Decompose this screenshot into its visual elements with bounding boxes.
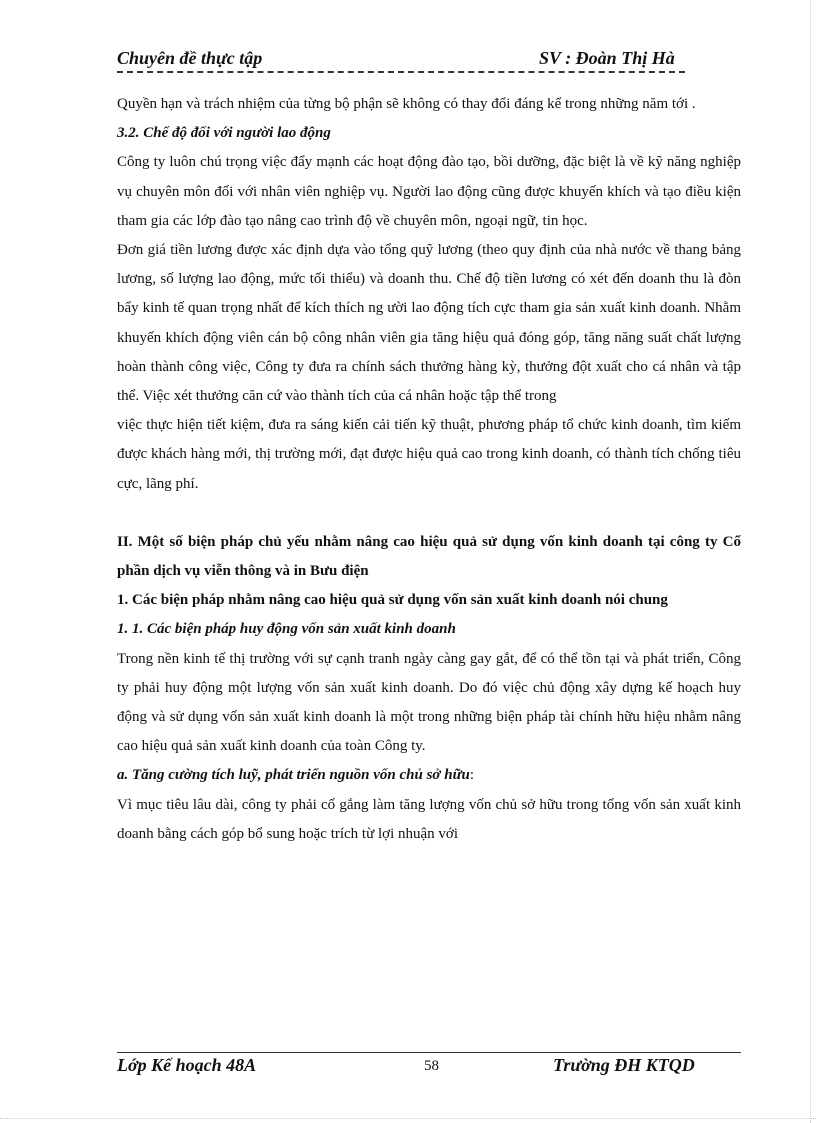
heading-a-line [117, 761, 741, 790]
paragraph-5: Trong nền kinh tế thị trường với sự cạnh tranh ngày càng gay gắt, để có thể tồn tại và phát triển, Công ty phải huy động một lượng vốn sản xuất kinh doanh. Do đó việc chủ động xây dựng kế hoạch huy động và sử dụng vốn sản xuất kinh doanh là một trong những biện pháp tài chính hữu hiệu nhằm nâng cao hiệu quả sản xuất kinh doanh của toàn Công ty. [117, 650, 741, 755]
heading-II: II. Một số biện pháp chủ yếu nhằm nâng cao hiệu quả sử dụng vốn kinh doanh tại công ty Cổ phần dịch vụ viễn thông và in Bưu điện [117, 533, 741, 580]
page-edge-right [810, 0, 811, 1123]
paragraph-6: Vì mục tiêu lâu dài, công ty phải cố gắng làm tăng lượng vốn chủ sở hữu trong tổng vốn sản xuất kinh doanh bằng cách góp bổ sung hoặc trích từ lợi nhuận với [117, 796, 741, 842]
paragraph-2: Công ty luôn chú trọng việc đẩy mạnh các hoạt động đào tạo, bồi dưỡng, đặc biệt là về kỹ năng nghiệp vụ chuyên môn đối với nhân viên nghiệp vụ. Người lao động cũng được khuyến khích và tạo điều kiện tham gia các lớp đào tạo nâng cao trình độ về chuyên môn, ngoại ngữ, tin học. [117, 154, 741, 229]
heading-1: 1. Các biện pháp nhằm nâng cao hiệu quả sử dụng vốn sản xuất kinh doanh nói chung [117, 592, 668, 609]
footer-divider [117, 1052, 741, 1053]
page-number: 58 [424, 1058, 439, 1074]
blank-line [117, 499, 741, 528]
header-divider [117, 71, 685, 73]
heading-1-1: 1. 1. Các biện pháp huy động vốn sản xuất kinh doanh [117, 621, 456, 638]
page-edge-bottom [0, 1118, 816, 1119]
paragraph-3: Đơn giá tiền lương được xác định dựa vào tổng quỹ lương (theo quy định của nhà nước về thang bảng lương, số lượng lao động, mức tối thiểu) và doanh thu. Chế độ tiền lương có xét đến doanh thu là đòn bẩy kinh tế quan trọng nhất để kích thích ng ười lao động tích cực tham gia sản xuất kinh doanh. Nhằm khuyến khích động viên cán bộ công nhân viên gia tăng hiệu quả đóng góp, tăng năng suất chất lượng hoàn thành công việc, Công ty đưa ra chính sách thưởng hàng kỳ, thưởng đột xuất cho cá nhân và tập thể. Việc xét thưởng căn cứ vào thành tích của cá nhân hoặc tập thể trong [117, 242, 741, 405]
header-student: SV : Đoàn Thị Hà [539, 48, 675, 68]
heading-a-colon: : [469, 767, 475, 784]
footer-school: Trường ĐH KTQD [553, 1055, 695, 1075]
footer-class: Lớp Kế hoạch 48A [117, 1055, 257, 1075]
page-body [117, 90, 741, 849]
header-title: Chuyên đề thực tập [117, 48, 263, 68]
paragraph-4: việc thực hiện tiết kiệm, đưa ra sáng kiến cải tiến kỹ thuật, phương pháp tổ chức kinh doanh, tìm kiếm được khách hàng mới, thị trường mới, đạt được hiệu quả cao trong kinh doanh, có thành tích chống tiêu cực, lãng phí. [117, 417, 741, 492]
heading-a: a. Tăng cường tích luỹ, phát triển nguồn vốn chủ sở hữu [117, 767, 470, 784]
page-header [117, 48, 741, 72]
paragraph-1: Quyền hạn và trách nhiệm của từng bộ phận sẽ không có thay đổi đáng kể trong những năm tới . [117, 96, 696, 112]
heading-3-2: 3.2. Chế độ đối với người lao động [117, 125, 331, 142]
